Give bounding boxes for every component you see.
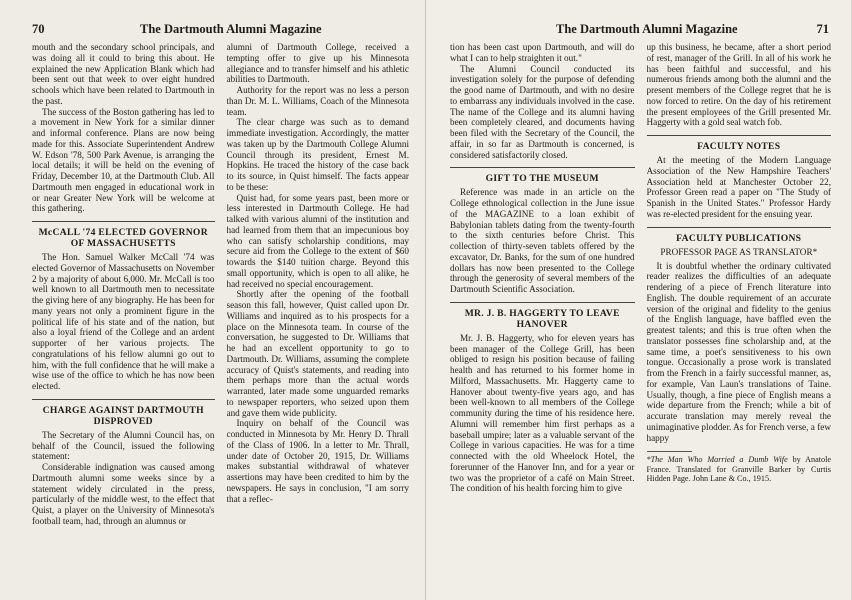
article-heading: GIFT TO THE MUSEUM bbox=[450, 167, 635, 184]
running-head-left bbox=[0, 22, 425, 38]
paragraph: Shortly after the opening of the football season this fall, however, Quist called upon Dr. Williams and inquired as to his prospects for a place on the Minnesota team. In course of the conversation, he suggested to Dr. Williams that he had an excellent opportunity to go to Dartmouth. Dr. Williams, assuming the complete accuracy of Quist's statements, and reading into them perhaps more than the actual words warranted, later made some unguarded remarks to newspaper reporters, who seized upon them and gave them wide publicity. bbox=[226, 289, 409, 418]
paragraph: tion has been cast upon Dartmouth, and will do what I can to help straighten it out." bbox=[450, 42, 635, 63]
paragraph: At the meeting of the Modern Language Association of the New Hampshire Teachers' Association held at Manchester October 22, Professor Green read a paper on "The Study of Spanish in the United States." Professor Hardy was re-elected president for the ensuing year. bbox=[646, 155, 831, 219]
paragraph: Quist had, for some years past, been more or less interested in Dartmouth College. He had talked with various alumni of the institution and had learned from them that an impecunious boy who can satisfy scholarship conditions, may secure aid from the College to the extent of $60 towards the $140 tuition charge. Beyond this small opportunity, which is open to all alike, he had received no special encouragement. bbox=[226, 192, 409, 289]
paragraph: alumni of Dartmouth College, received a tempting offer to give up his Minnesota allegiance and to transfer himself and his athletic abilities to Dartmouth. bbox=[226, 42, 409, 85]
paragraph: Considerable indignation was caused among Dartmouth alumni some weeks since by a statement widely circulated in the press, particularly of the middle west, to the effect that Quist, a player on the University of Minnesota's football team, had, through an alumnus or bbox=[32, 462, 215, 526]
right-column-1 bbox=[450, 42, 635, 594]
left-column-1 bbox=[32, 42, 215, 594]
right-page-columns bbox=[450, 42, 831, 594]
paragraph: mouth and the secondary school principals, and was doing all it could to bring this about. He explained the new Application Blank which had been sent out that week to over eight hundred schools which have been related to Dartmouth in the past. bbox=[32, 42, 215, 106]
article-heading: FACULTY NOTES bbox=[647, 135, 832, 152]
left-column-2 bbox=[227, 42, 410, 594]
paragraph: up this business, he became, after a short period of rest, manager of the Grill. In all of his work he has been faithful and successful, and his numerous friends among both the alumni and the present members of the College regret that he is now forced to retire. On the day of his retirement the present employees of the Grill presented Mr. Haggerty with a gold seal watch fob. bbox=[646, 42, 831, 128]
paragraph: Inquiry on behalf of the Council was conducted in Minnesota by Mr. Henry D. Thrall of the Class of 1906. In a letter to Mr. Thrall, under date of October 20, 1915, Dr. Williams makes substantial withdrawal of whatever assertions may have been credited to him by the newspapers. He says in conclusion, "I am sorry that a reflec- bbox=[226, 418, 409, 504]
footnote-text: by Anatole France. Translated for Granville Barker by Curtis Hidden Page. John Lane & Co., 1915. bbox=[646, 455, 831, 484]
left-page-columns bbox=[32, 42, 409, 594]
footnote-rule bbox=[647, 451, 692, 452]
page-number-left: 70 bbox=[32, 22, 45, 36]
footnote bbox=[647, 455, 832, 483]
magazine-title-right: The Dartmouth Alumni Magazine bbox=[556, 22, 738, 36]
article-byline: PROFESSOR PAGE AS TRANSLATOR* bbox=[660, 246, 818, 257]
article-heading: MR. J. B. HAGGERTY TO LEAVE HANOVER bbox=[450, 302, 635, 330]
paragraph: The Secretary of the Alumni Council has, on behalf of the Council, issued the following statement: bbox=[32, 429, 215, 462]
right-column-2 bbox=[647, 42, 832, 594]
footnote-book-title: *The Man Who Married a Dumb Wife bbox=[646, 455, 788, 465]
paragraph: It is doubtful whether the ordinary cultivated reader realizes the difficulties of an adequate rendering of a piece of French literature into English. The double requirement of an accurate version of the original and fidelity to the genius of the English language, have baffled even the greatest talents; and this is true often when the translator possesses fine scholarship and, at the same time, a poet's sensitiveness to his own tongue. Occasionally a prose work is translated from the French in a fairly successful manner, as, for example, Van Laun's translations of Taine. Usually, though, a fine piece of English means a wide departure from the French; while a bit of accurate translation may merely reveal the unimaginative plodder. As for French verse, a few happy bbox=[646, 260, 831, 443]
right-page bbox=[426, 0, 851, 600]
running-head-right bbox=[426, 22, 851, 38]
paragraph: Mr. J. B. Haggerty, who for eleven years has been manager of the College Grill, has been obliged to resign his position because of failing health and has returned to his former home in Milford, Massachusetts. Mr. Haggerty came to Hanover about twenty-five years ago, and has been well-known to all members of the College community during the time of his residence here. Alumni will remember him first perhaps as a baseball umpire; later as a valuable servant of the College in various capacities. He was for a time connected with the old Wheelock Hotel, the forerunner of the Hanover Inn, and for a year or two was the proprietor of a café on Main Street. The condition of his health forcing him to give bbox=[450, 332, 635, 494]
article-heading: McCALL '74 ELECTED GOVERNOR OF MASSACHUSETTS bbox=[32, 221, 215, 249]
article-heading: CHARGE AGAINST DARTMOUTH DISPROVED bbox=[32, 399, 215, 427]
paragraph: The Hon. Samuel Walker McCall '74 was elected Governor of Massachusetts on November 2 by a majority of about 6,000. Mr. McCall is too well known to all Dartmouth men to necessitate the giving here of any biography. He has been for many years not only a prominent figure in the political life of his state and of the nation, but also a loyal friend of the College and an ardent supporter of her various projects. The congratulations of his fellow alumni go out to him, with the full confidence that he will make a wise use of the office to which he has now been elected. bbox=[32, 252, 215, 391]
page-number-right: 71 bbox=[816, 22, 829, 36]
paragraph: Reference was made in an article on the College ethnological collection in the June issue of the MAGAZINE to a loan exhibit of Babylonian tablets dating from the twenty-fourth to the sixth centuries before Christ. This collection of thirty-seven tablets offered by the excavator, Dr. Banks, for the sum of one hundred dollars has now been presented to the College through the generosity of several members of the Dartmouth Scientific Association. bbox=[450, 187, 635, 294]
paragraph: Authority for the report was no less a person than Dr. M. L. Williams, Coach of the Minnesota team. bbox=[226, 85, 409, 117]
article-heading: FACULTY PUBLICATIONS bbox=[647, 227, 832, 244]
paragraph: The clear charge was such as to demand immediate investigation. Accordingly, the matter was taken up by the Dartmouth College Alumni Council through its president, Ernest M. Hopkins. He traced the history of the case back to its source, in Quist himself. The facts appear to be these: bbox=[226, 117, 409, 192]
paragraph: The Alumni Council conducted its investigation solely for the purpose of defending the good name of Dartmouth, and with no desire to embarrass any individuals involved in the case. The name of the College and its alumni having been completely cleared, and documents having been filed with the Secretary of the Council, the affair, in so far as Dartmouth is concerned, is considered satisfactorily closed. bbox=[450, 63, 635, 160]
magazine-title-left: The Dartmouth Alumni Magazine bbox=[140, 22, 322, 36]
paragraph: The success of the Boston gathering has led to a movement in New York for a similar dinner and informal conference. Plans are now being made for this. Associate Superintendent Andrew W. Edson '78, 500 Park Avenue, is arranging the local details; it will be held on the evening of Friday, December 10, at the Dartmouth Club. All Dartmouth men engaged in educational work in or near Greater New York will be welcome at this gathering. bbox=[32, 106, 215, 214]
